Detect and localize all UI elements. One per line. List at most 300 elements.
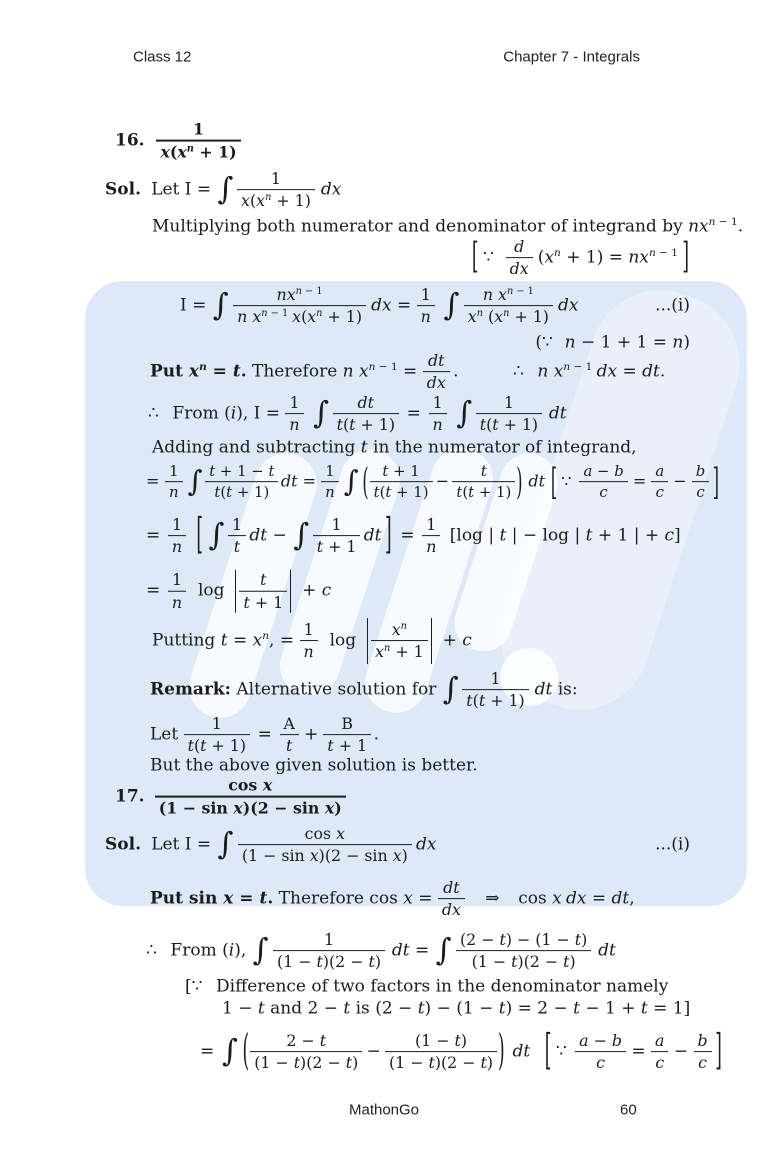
denominator xyxy=(385,1052,497,1072)
math-text: ∴ xyxy=(148,403,159,424)
math-text: t xyxy=(319,1031,327,1051)
superscript xyxy=(199,361,207,373)
footer-page-number: 60 xyxy=(620,1101,637,1119)
fraction xyxy=(506,238,533,278)
denominator xyxy=(273,951,385,971)
math-text: dx xyxy=(371,295,392,316)
denominator xyxy=(462,690,528,710)
math-text: + xyxy=(302,580,322,601)
math-text: + xyxy=(442,630,463,651)
superscript xyxy=(296,286,323,297)
math-text: = xyxy=(146,525,161,546)
math-text: cos xyxy=(518,888,553,909)
math-text: − 1 xyxy=(267,308,289,320)
integral-sign: ∫ xyxy=(293,518,310,554)
math-text: t xyxy=(349,415,356,435)
fraction xyxy=(250,1032,362,1072)
numerator xyxy=(651,1032,668,1051)
math-text: n x xyxy=(342,361,369,382)
partial-fractions-line xyxy=(150,715,379,755)
math-text: 1 xyxy=(171,515,183,535)
numerator xyxy=(385,1032,497,1051)
math-text: + 1 xyxy=(390,642,424,662)
numerator xyxy=(575,1032,626,1051)
numerator xyxy=(462,670,528,689)
math-text: Sol. xyxy=(105,179,141,200)
integral-sign: ∫ xyxy=(456,396,473,432)
math-text: Multiplying both numerator and denominator of integrand by xyxy=(152,216,689,237)
denominator xyxy=(452,482,515,501)
math-text: t xyxy=(479,415,487,435)
numerator xyxy=(371,621,428,640)
integral-sign: ∫ xyxy=(252,933,269,969)
superscript xyxy=(262,630,269,642)
math-text: (1 − xyxy=(254,1053,294,1073)
math-text: + 1) xyxy=(322,307,362,327)
math-text: Difference of two factors in the denominator namely xyxy=(216,976,669,997)
math-text: (1 − sin xyxy=(241,846,310,866)
math-text: x xyxy=(494,307,504,327)
integral-sign: ∫ xyxy=(435,933,452,969)
math-text: nx xyxy=(628,247,649,268)
math-text: is (2 − xyxy=(350,998,418,1019)
math-text: (1 − sin xyxy=(158,799,234,818)
math-text: Putting xyxy=(152,630,221,651)
math-text: (1 − xyxy=(388,1053,429,1073)
math-text: = xyxy=(200,1041,215,1062)
math-text: b xyxy=(697,1031,708,1051)
math-text: log xyxy=(197,580,225,601)
math-text: − 1 + 1 = xyxy=(575,332,673,353)
integral-sign: ∫ xyxy=(217,172,234,208)
math-text: ( xyxy=(472,691,479,711)
math-text: − xyxy=(668,1041,694,1062)
fraction xyxy=(651,463,668,501)
math-text: t xyxy=(268,462,275,481)
math-text: − 1 xyxy=(715,216,738,228)
math-text: t xyxy=(478,691,486,711)
math-text: + 1) xyxy=(391,483,429,502)
fraction xyxy=(165,463,183,501)
math-text: − 1 xyxy=(301,285,323,297)
fraction xyxy=(422,516,440,556)
numerator xyxy=(423,352,450,371)
fraction xyxy=(280,715,299,755)
math-text: x xyxy=(252,630,263,651)
math-text: + 1 − xyxy=(215,462,269,481)
math-text: . xyxy=(267,888,274,909)
math-text: ) − (1 − xyxy=(424,998,499,1019)
math-text: 1 xyxy=(503,393,514,413)
substitution-17-line xyxy=(150,879,635,919)
math-text: ) xyxy=(374,952,382,972)
math-text: ( xyxy=(301,307,308,327)
fraction xyxy=(168,516,186,556)
math-text: Sol. xyxy=(105,834,141,855)
superscript xyxy=(554,247,561,259)
denominator xyxy=(321,482,339,501)
numerator xyxy=(233,286,366,305)
big-delimiter: ] xyxy=(682,236,689,279)
math-text: = xyxy=(297,471,322,491)
numerator xyxy=(333,394,399,413)
fraction xyxy=(273,931,385,971)
math-text: n xyxy=(503,308,510,320)
math-text: c xyxy=(596,1053,605,1073)
fraction xyxy=(333,394,399,434)
denominator xyxy=(239,591,287,611)
numerator xyxy=(506,238,533,257)
integral-sign: ∫ xyxy=(442,672,459,708)
denominator xyxy=(651,1052,668,1072)
math-text: 2 − xyxy=(286,1031,320,1051)
math-text: dx xyxy=(565,888,587,909)
solution-17-intro xyxy=(105,825,437,865)
math-text: t xyxy=(385,483,392,502)
math-text: dt xyxy=(391,940,410,961)
numerator xyxy=(417,286,435,305)
superscript xyxy=(369,361,398,373)
math-text: n x xyxy=(537,361,564,382)
n-minus-one-note xyxy=(535,334,690,353)
math-text: c xyxy=(599,483,608,502)
math-text: = xyxy=(146,580,161,601)
denominator xyxy=(205,482,278,501)
math-text: )(2 − xyxy=(322,952,369,972)
math-text: t xyxy=(336,415,343,435)
math-text: Put xyxy=(150,361,189,382)
denominator xyxy=(323,735,371,755)
math-text: n xyxy=(476,308,484,320)
math-text: t xyxy=(499,930,506,950)
math-text: a xyxy=(583,462,593,481)
math-text: − 1 xyxy=(570,360,593,373)
denominator xyxy=(285,414,303,434)
numerator xyxy=(313,516,361,535)
multiplying-note xyxy=(152,218,743,237)
math-text: (1 − xyxy=(276,952,317,972)
numerator xyxy=(168,516,186,535)
math-text: t xyxy=(260,570,267,590)
math-text: Put sin xyxy=(150,888,224,909)
math-text: + 1) xyxy=(355,415,395,435)
math-text: t xyxy=(373,483,380,502)
math-text: − 1 xyxy=(513,285,534,297)
math-text: in the numerator of integrand, xyxy=(367,437,637,458)
math-text: x xyxy=(467,307,477,327)
math-text: But the above given solution is better. xyxy=(150,755,478,776)
math-text: t xyxy=(382,462,389,481)
fraction xyxy=(371,621,428,661)
math-text: t xyxy=(327,736,334,756)
fraction xyxy=(155,777,346,818)
math-text: = xyxy=(397,361,423,382)
math-text: t xyxy=(220,630,228,651)
math-text: t xyxy=(468,483,475,502)
math-text: x xyxy=(241,191,250,211)
numerator xyxy=(285,394,303,413)
math-text: 1 xyxy=(211,714,222,734)
math-text: d xyxy=(514,237,525,257)
math-text: n x xyxy=(237,307,262,327)
math-text: c xyxy=(655,1053,665,1073)
big-delimiter: ) xyxy=(498,1026,505,1077)
math-text: t xyxy=(226,483,233,502)
math-text: dt xyxy=(611,888,630,909)
superscript xyxy=(563,361,592,373)
math-text: b xyxy=(695,462,706,481)
math-text: n xyxy=(432,415,443,435)
math-text: ) xyxy=(460,1031,468,1051)
numerator xyxy=(205,463,278,481)
math-text: dt xyxy=(598,940,616,961)
difference-note-line-2 xyxy=(222,1000,690,1019)
numerator xyxy=(422,516,440,535)
but-better-note xyxy=(150,757,478,776)
denominator xyxy=(237,190,315,210)
math-text: n xyxy=(554,246,561,259)
math-text: nx xyxy=(276,285,296,305)
math-text: dx xyxy=(509,259,529,279)
math-text: t xyxy=(640,998,648,1019)
math-text: c xyxy=(321,580,332,601)
math-text: t xyxy=(343,998,351,1019)
abs-bar xyxy=(431,618,432,664)
math-text: dt xyxy=(363,525,382,546)
math-text: t xyxy=(316,952,323,972)
math-text: − xyxy=(668,471,692,491)
math-text: 1 xyxy=(303,620,314,640)
math-text: Let I = xyxy=(151,179,217,200)
numerator xyxy=(239,571,287,590)
math-text: Therefore xyxy=(246,361,343,382)
math-text: 1 xyxy=(325,462,335,481)
denominator xyxy=(476,414,542,434)
math-text: ), I = xyxy=(236,403,286,424)
big-delimiter: ) xyxy=(516,459,523,504)
denominator xyxy=(438,899,465,919)
math-text: n xyxy=(303,642,314,662)
numerator xyxy=(476,394,542,413)
math-text: − 1 + xyxy=(579,998,641,1019)
math-text: dx xyxy=(441,900,461,920)
math-text: x xyxy=(262,775,273,795)
fraction xyxy=(476,394,542,434)
fraction xyxy=(323,715,371,755)
math-text: 17. xyxy=(115,786,145,807)
math-text: t xyxy=(492,415,499,435)
math-text: 1 xyxy=(432,393,443,413)
fraction xyxy=(233,286,366,326)
math-text: Adding and subtracting xyxy=(152,437,361,458)
math-text: dt xyxy=(534,679,553,700)
math-text: Remark: xyxy=(150,679,231,700)
math-text: x xyxy=(160,143,170,162)
math-text: Let I = xyxy=(151,834,217,855)
numerator xyxy=(694,1032,712,1051)
math-text: = 1] xyxy=(647,998,691,1019)
denominator xyxy=(456,951,591,971)
math-text: t xyxy=(417,998,425,1019)
math-text: t xyxy=(209,462,216,481)
fraction xyxy=(692,463,710,501)
numerator xyxy=(237,170,315,189)
math-text: ( xyxy=(220,483,227,502)
denominator xyxy=(371,641,428,661)
numerator xyxy=(438,879,465,898)
header-chapter-label: Chapter 7 - Integrals xyxy=(503,48,640,66)
math-text: x xyxy=(391,620,401,640)
big-delimiter: ] xyxy=(385,510,392,561)
math-text: t xyxy=(360,437,368,458)
math-text: n xyxy=(316,308,323,320)
math-text: i xyxy=(228,940,235,961)
math-text: n xyxy=(563,360,571,373)
problem-17-statement xyxy=(115,777,346,818)
math-text: − xyxy=(267,525,293,546)
numerator xyxy=(168,571,186,590)
back-substitution-line xyxy=(152,618,472,664)
math-text: nx xyxy=(688,216,709,237)
numerator xyxy=(651,463,668,481)
math-text: . xyxy=(659,361,666,382)
math-text: dt xyxy=(528,471,546,491)
header-class-label: Class 12 xyxy=(133,48,192,66)
math-text: x xyxy=(177,143,187,162)
denominator xyxy=(156,140,240,161)
math-text: x xyxy=(375,642,384,662)
math-text: ( xyxy=(537,247,545,268)
math-text: Alternative solution for xyxy=(230,679,442,700)
math-text: 1 xyxy=(171,570,183,590)
fraction xyxy=(285,394,303,434)
math-text: t xyxy=(243,592,250,612)
math-text: 1 xyxy=(231,515,243,535)
math-text: dx xyxy=(596,361,618,382)
math-text: ) − (1 − xyxy=(505,930,575,950)
math-text: t xyxy=(286,736,293,756)
big-delimiter: [ xyxy=(550,459,558,504)
math-text: c xyxy=(655,483,664,502)
math-text: t xyxy=(480,462,487,481)
math-text: t xyxy=(480,1053,487,1073)
math-text: n xyxy=(295,285,302,297)
math-text: ) = 2 − xyxy=(505,998,574,1019)
math-text: n xyxy=(648,246,656,259)
math-text: + 1) xyxy=(271,191,311,211)
denominator xyxy=(238,845,412,865)
big-delimiter: [ xyxy=(471,236,479,279)
math-text: . xyxy=(737,216,744,237)
math-text: = xyxy=(586,888,612,909)
numerator xyxy=(692,463,710,481)
math-text: n xyxy=(368,360,376,373)
math-text: n xyxy=(262,629,270,642)
from-i-16-line xyxy=(148,394,567,434)
equation-i xyxy=(180,286,579,326)
math-text: ∵ xyxy=(555,1041,567,1062)
math-text: x xyxy=(392,846,402,866)
numerator xyxy=(228,516,246,535)
denominator xyxy=(333,414,399,434)
math-text: 1 xyxy=(169,462,179,481)
abs-bar xyxy=(290,570,291,613)
math-text: = xyxy=(617,361,643,382)
math-text: n xyxy=(506,285,514,297)
math-text: t xyxy=(293,1053,301,1073)
fraction xyxy=(205,463,278,501)
denominator xyxy=(313,536,361,556)
denominator xyxy=(233,306,366,326)
math-text: b xyxy=(614,462,624,481)
fraction xyxy=(462,670,528,710)
math-text: 1 xyxy=(193,119,205,139)
math-text: ( xyxy=(193,736,201,756)
math-text: ( xyxy=(169,143,178,162)
numerator xyxy=(155,777,346,796)
math-text: ∵ xyxy=(482,247,494,268)
math-text: [∵ xyxy=(185,976,203,997)
fraction xyxy=(184,715,250,755)
math-text: x xyxy=(336,824,346,844)
numerator xyxy=(184,715,250,734)
fraction xyxy=(168,571,186,611)
denominator xyxy=(168,536,186,556)
remark-line xyxy=(150,670,578,710)
math-text: n xyxy=(325,483,335,502)
math-text: dt xyxy=(443,878,460,898)
math-text: + 1 xyxy=(323,537,357,557)
math-text: c xyxy=(698,1053,707,1073)
numerator xyxy=(321,463,339,481)
abs-bar xyxy=(235,570,236,613)
big-delimiter: ] xyxy=(712,459,719,504)
math-text: x xyxy=(188,361,200,382)
math-text: t xyxy=(498,998,506,1019)
equation-tag-i: ...(i) xyxy=(655,295,690,316)
math-text: ∵ xyxy=(561,471,572,491)
math-text: dt xyxy=(357,393,375,413)
log-result-line xyxy=(146,570,331,613)
problem-16-statement xyxy=(115,121,241,162)
math-text: x xyxy=(292,307,302,327)
math-text: ) xyxy=(569,952,576,972)
math-text: x xyxy=(256,191,266,211)
math-text: (2 − xyxy=(459,930,500,950)
math-text: ∴ xyxy=(146,940,157,961)
math-text: (∵ xyxy=(535,332,553,353)
big-delimiter: ] xyxy=(715,1026,722,1077)
math-text: x xyxy=(544,247,555,268)
math-text: n xyxy=(289,415,300,435)
math-text: 1 xyxy=(420,285,431,305)
math-text: (1 − xyxy=(414,1031,455,1051)
math-text: t xyxy=(316,537,324,557)
math-text: B xyxy=(341,714,354,734)
split-fraction-line xyxy=(146,459,720,504)
math-text: , xyxy=(629,888,635,909)
math-text: n xyxy=(169,483,179,502)
math-text: [log | xyxy=(449,525,500,546)
math-text: − xyxy=(588,1031,612,1051)
math-text: )(2 − sin xyxy=(318,846,393,866)
math-text: + 1) xyxy=(474,483,512,502)
integral-sign: ∫ xyxy=(212,288,229,324)
derivative-bracket-note xyxy=(471,238,690,278)
numerator xyxy=(456,931,591,950)
math-text: dt xyxy=(642,361,660,382)
math-text: n xyxy=(420,307,431,327)
